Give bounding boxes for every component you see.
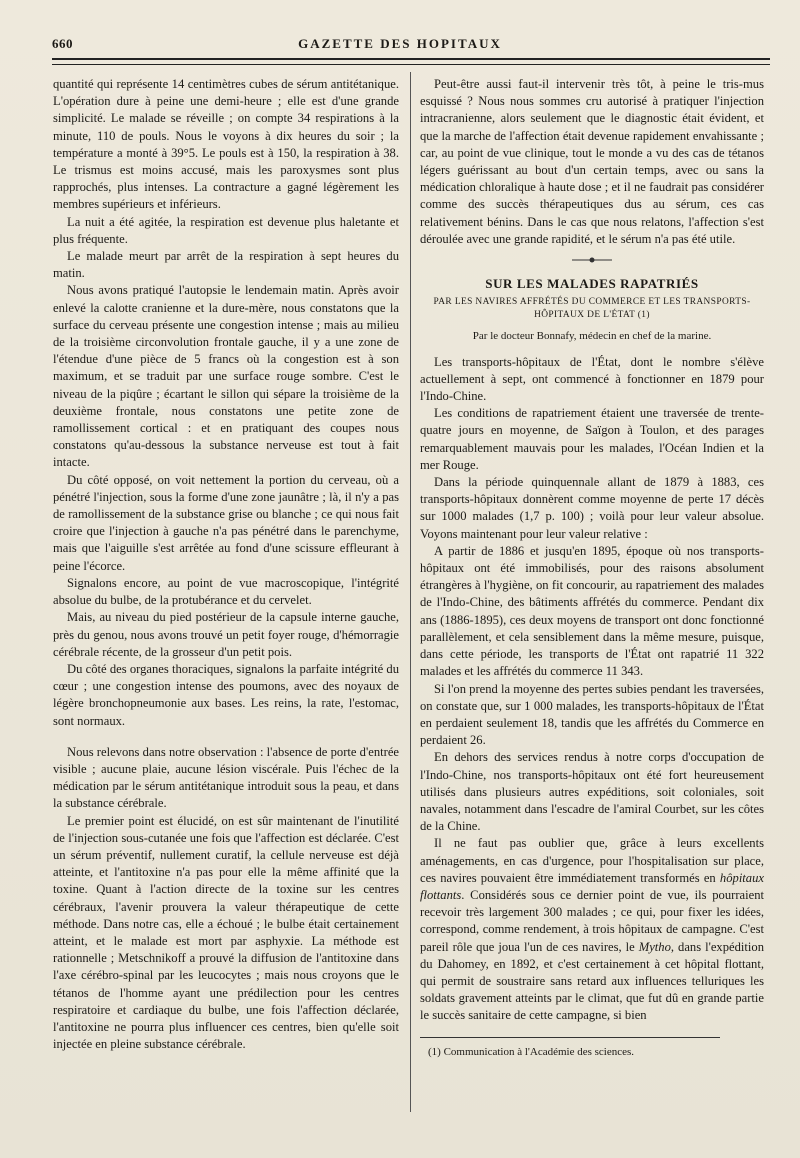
footnote-rule	[420, 1037, 720, 1038]
paragraph: Nous relevons dans notre observation : l'absence de porte d'entrée visible ; aucune plaie, aucune lésion viscérale. Puis l'échec de la médication par le sérum antitétanique introduit sous la peau, et dans la substance cérébrale.	[53, 744, 399, 811]
paragraph: Si l'on prend la moyenne des pertes subies pendant les traversées, on constate que, sur 1 000 malades, les transports-hôpitaux de l'État en perdaient seulement 18, tandis que les affrétés du Commerce en perdaient 26.	[420, 681, 764, 748]
paragraph: Peut-être aussi faut-il intervenir très tôt, à peine le tris-mus esquissé ? Nous nous sommes cru autorisé à pratiquer l'injection intracranienne, alors seulement que le diagnostic était évident, et que la marche de l'affection était devenue rapidement envahissante ; car, au point de vue clinique, tout le monde a vu des cas de tétanos légers guérissant au bout d'un certain temps, avec ou sans la médication chloralique à haute dose ; et il ne faudrait pas considérer comme des succès thérapeutiques dus au sérum, ces cas relativement bénins. Dans le cas que nous relatons, l'affection s'est déroulée avec une grande rapidité, et le sérum n'a pas été utile.	[420, 77, 764, 246]
paragraph: La nuit a été agitée, la respiration est devenue plus haletante et plus fréquente.	[53, 214, 399, 246]
text-run: . Considérés sous ce dernier point de vue, ils pourraient recevoir très largement 300 malades ; ce qui, pour fixer les idées, correspond, comme rendement, à trois hôpitaux de campagne. C'est pareil rôle que joua l'un de ces navires, le	[420, 887, 764, 954]
paragraph: Le malade meurt par arrêt de la respiration à sept heures du matin.	[53, 249, 399, 281]
article-subtitle: PAR LES NAVIRES AFFRÉTÉS DU COMMERCE ET LES TRANSPORTS-HÔPITAUX DE L'ÉTAT (1)	[433, 297, 751, 321]
italic-run: Mytho	[638, 939, 671, 954]
paragraph: quantité qui représente 14 centimètres cubes de sérum antitétanique. L'opération dure à peine une demi-heure ; elle est d'une grande simplicité. Le malade se réveille ; on compte 34 respirations à la minute, 110 de pouls. Nous le voyons à dix heures du soir ; la température a monté à 39°5. Le pouls est à 150, la respiration à 38. Le trismus est moins accusé, mais les paroxysmes sont plus rapprochés, plus intenses. La contracture a gagné légèrement les membres supérieurs et inférieurs.	[53, 77, 399, 212]
paragraph: Du côté des organes thoraciques, signalons la parfaite intégrité du cœur ; une congestion intense des poumons, avec des noyaux de légère bronchopneumonie aux bases. Les reins, la rate, l'estomac, sont normaux.	[53, 661, 399, 728]
text-run: , dans l'expédition du Dahomey, en 1892, et c'est certainement à cet hôpital flottant, qui permit de soustraire sans retard aux influences telluriques les soldats gravement atteints par le climat, que fut dû en grande partie le succès sanitaire de cette campagne, si bien	[420, 939, 764, 1023]
left-column	[53, 76, 399, 1053]
header-rule-thick	[52, 58, 770, 60]
paragraph: En dehors des services rendus à notre corps d'occupation de l'Indo-Chine, nos transports-hôpitaux ont été fort heureusement utilisés dans plusieurs autres expéditions, soit coloniales, soit navales, notamment dans l'escadre de l'amiral Courbet, sur les côtes de la Chine.	[420, 750, 764, 834]
italic-run: hôpitaux flottants	[420, 870, 764, 902]
paragraph: Dans la période quinquennale allant de 1879 à 1883, ces transports-hôpitaux donnèrent comme moyenne de perte 17 décès sur 1000 malades (1,7 p. 100) ; voilà pour leur valeur absolue. Voyons maintenant pour leur valeur relative :	[420, 475, 764, 541]
article-title: SUR LES MALADES RAPATRIÉS	[485, 276, 699, 292]
paragraph: Du côté opposé, on voit nettement la portion du cerveau, où a pénétré l'injection, sous la forme d'une zone jaunâtre ; là, il n'y a pas de ramollissement de la substance grise ou blanche ; ce qui nous fait croire que l'injection à gauche n'a pas pénétré dans le parenchyme, mais que l'aiguille s'est arrêtée au fond d'une scissure effleurant à peine l'écorce.	[53, 472, 399, 573]
article-author: Par le docteur Bonnafy, médecin en chef de la marine.	[472, 330, 712, 343]
right-column	[420, 76, 764, 1061]
page-number: 660	[52, 36, 73, 51]
ornament-separator	[420, 252, 764, 269]
footnote: (1) Communication à l'Académie des sciences.	[428, 1045, 635, 1058]
ornament-icon	[572, 256, 612, 264]
paragraph: Signalons encore, au point de vue macroscopique, l'intégrité absolue du bulbe, de la protubérance et du cervelet.	[53, 575, 399, 608]
running-title: GAZETTE DES HOPITAUX	[298, 36, 502, 51]
paragraph: Nous avons pratiqué l'autopsie le lendemain matin. Après avoir enlevé la calotte cranienne et la dure-mère, nous constatons que la surface du cerveau présente une congestion intense ; mais au milieu de la troisième circonvolution frontale gauche, il y a une zone de l'étendue d'une pièce de 5 francs où la congestion est à son maximum, et se traduit par une surface rouge sombre. C'est le niveau de la piqûre ; écartant le sillon qui sépare la troisième de la deuxième frontale, nous constatons une petite zone de ramollissement cortical : et en pratiquant des coupes nous constatons qu'au-dessous la substance nerveuse est tout à fait intacte.	[53, 283, 399, 470]
paragraph: Mais, au niveau du pied postérieur de la capsule interne gauche, près du genou, nous avons trouvé un petit foyer rouge, d'hémorragie cérébrale récente, de la grosseur d'un petit pois.	[53, 610, 399, 659]
paragraph: A partir de 1886 et jusqu'en 1895, époque où nos transports-hôpitaux ont été immobilisés, pour des raisons absolument étrangères à l'hygiène, on fit concourir, au rapatriement des malades de l'Indo-Chine, des bâtiments affrétés du commerce. Pendant dix ans (1886-1895), ces deux moyens de transport ont donc fonctionné parallèlement, et cela sensiblement dans la même mesure, puisque, dans cette période, les transports de l'État ont rapatrié 11 322 malades et les affrétés du commerce 11 343.	[420, 543, 764, 679]
header-rule-thin	[52, 64, 770, 65]
column-divider	[410, 72, 411, 1112]
paragraph: Les transports-hôpitaux de l'État, dont le nombre s'élève actuellement à sept, ont commencé à fonctionner en 1879 pour l'Indo-Chine.	[420, 354, 764, 404]
section-gap	[53, 730, 399, 744]
paragraph: Le premier point est élucidé, on est sûr maintenant de l'inutilité de l'injection sous-cutanée une fois que l'affection est déclarée. C'est un sérum préventif, nullement curatif, la cellule nerveuse est déjà atteinte, et l'antitoxine n'a pas pour elle la même affinité que la toxine. Quant à l'action directe de la toxine sur les centres cérébraux, l'avenir prouvera la valeur thérapeutique de cette méthode. Dans notre cas, elle a échoué ; le bulbe était certainement atteint, et le malade est mort par asphyxie. La méthode est rationnelle ; Metschnikoff a prouvé la diffusion de l'antitoxine dans l'axe cérébro-spinal par les leucocytes ; mais nous croyons que le tétanos de l'homme ayant une prédilection pour les centres respiratoire et cardiaque du bulbe, une fois l'affection déclarée, l'antitoxine ne pourra plus influencer ces centres, bien qu'elle soit injectée en pleine substance cérébrale.	[53, 813, 399, 1052]
paragraph: Les conditions de rapatriement étaient une traversée de trente-quatre jours en moyenne, de Saïgon à Toulon, et des parages remarquablement mauvais pour les malades, l'Océan Indien et la mer Rouge.	[420, 406, 764, 472]
text-run: Il ne faut pas oublier que, grâce à leurs excellents aménagements, en cas d'urgence, pour l'hospitalisation sur place, ces navires pouvaient être immédiatement transformés en	[420, 836, 764, 885]
paragraph-mixed	[420, 835, 764, 1024]
